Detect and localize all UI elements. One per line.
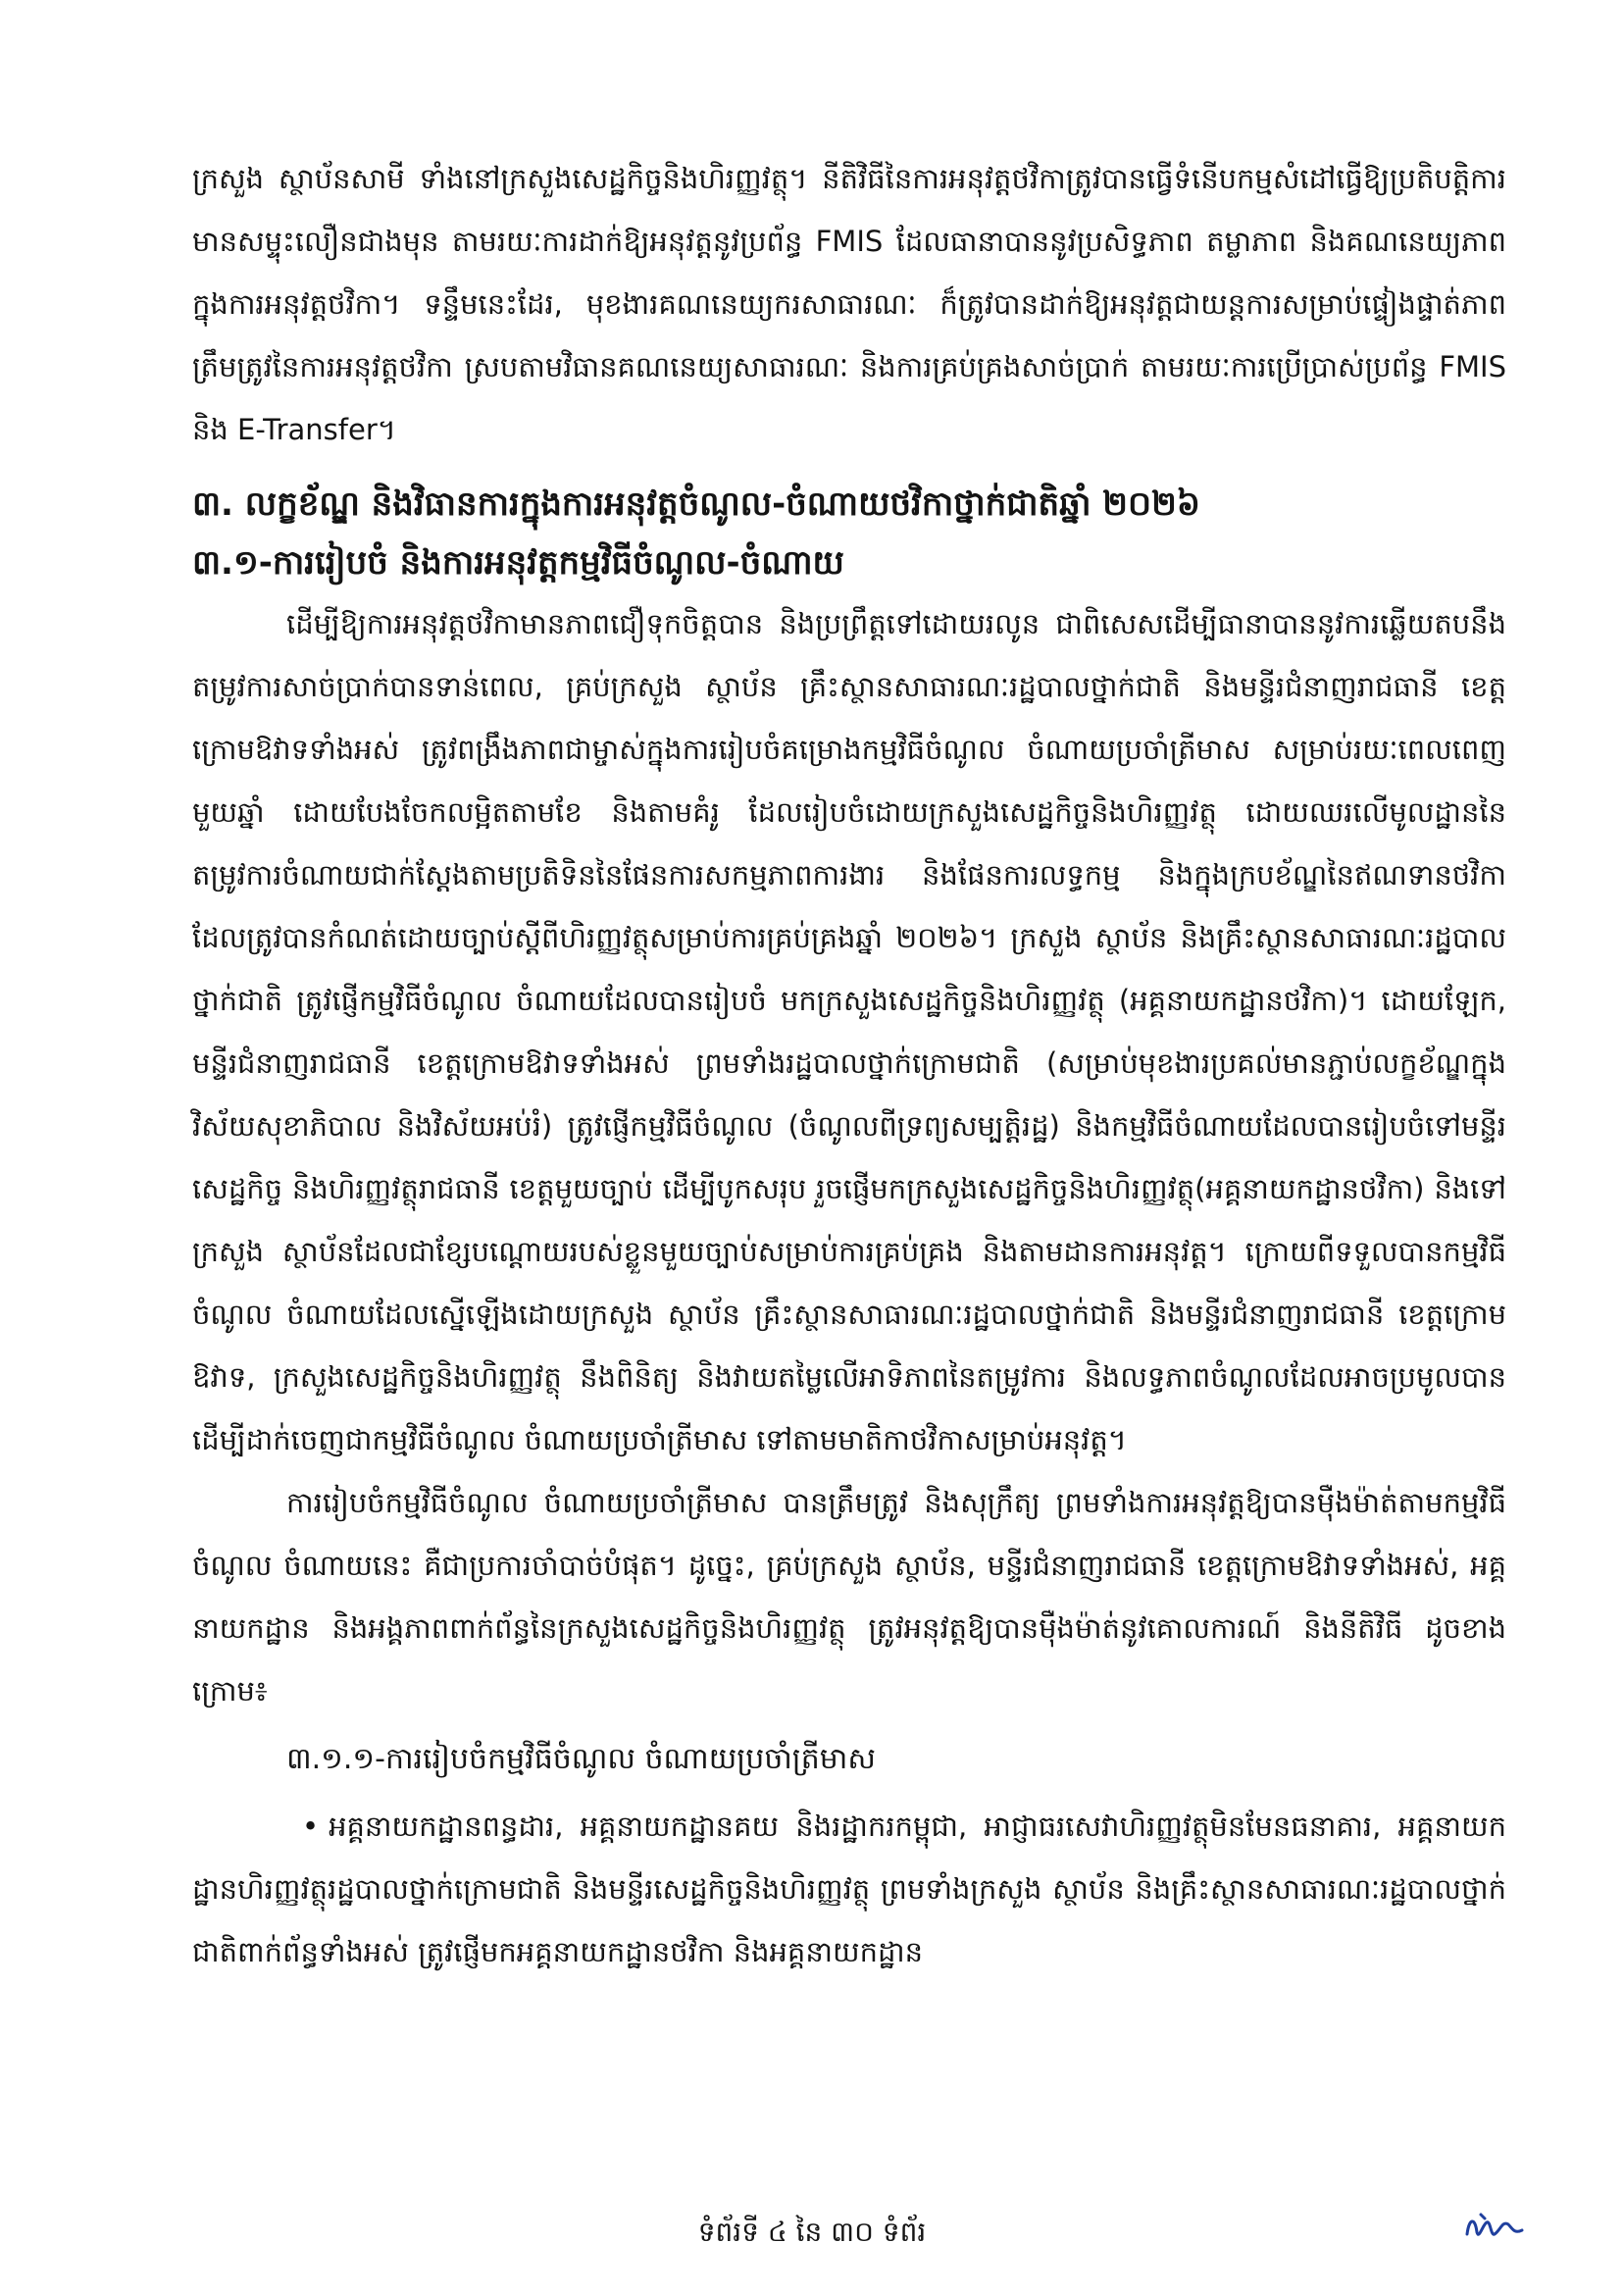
document-page [192, 147, 1506, 1983]
bullet-item-text: អគ្គនាយកដ្ឋានពន្ធដារ, អគ្គនាយកដ្ឋានគយ និងរដ្ឋាករកម្ពុជា, អាជ្ញាធរសេវាហិរញ្ញវត្ថុមិនមែនធនាគារ, អគ្គនាយកដ្ឋានហិរញ្ញវត្ថុរដ្ឋបាលថ្នាក់ក្រោមជាតិ និងមន្ទីរសេដ្ឋកិច្ចនិងហិរញ្ញវត្ថុ ព្រមទាំងក្រសួង ស្ថាប័ន និងគ្រឹះស្ថានសាធារណៈរដ្ឋបាលថ្នាក់ជាតិពាក់ព័ន្ធទាំងអស់ ត្រូវផ្ញើមកអគ្គនាយកដ្ឋានថវិកា និងអគ្គនាយកដ្ឋាន [192, 1810, 1506, 1968]
section-3-1-paragraph: ដើម្បីឱ្យការអនុវត្តថវិកាមានភាពជឿទុកចិត្តបាន និងប្រព្រឹត្តទៅដោយរលូន ជាពិសេសដើម្បីធានាបាននូវការឆ្លើយតបនឹងតម្រូវការសាច់ប្រាក់បានទាន់ពេល, គ្រប់ក្រសួង ស្ថាប័ន គ្រឹះស្ថានសាធារណៈរដ្ឋបាលថ្នាក់ជាតិ និងមន្ទីរជំនាញរាជធានី ខេត្ត ក្រោមឱវាទទាំងអស់ ត្រូវពង្រឹងភាពជាម្ចាស់ក្នុងការរៀបចំគម្រោងកម្មវិធីចំណូល ចំណាយប្រចាំត្រីមាស សម្រាប់រយៈពេលពេញមួយឆ្នាំ ដោយបែងចែកលម្អិតតាមខែ និងតាមគំរូ ដែលរៀបចំដោយក្រសួងសេដ្ឋកិច្ចនិងហិរញ្ញវត្ថុ ដោយឈរលើមូលដ្ឋាននៃតម្រូវការចំណាយជាក់ស្តែងតាមប្រតិទិននៃផែនការសកម្មភាពការងារ និងផែនការលទ្ធកម្ម និងក្នុងក្របខ័ណ្ឌនៃឥណទានថវិកា ដែលត្រូវបានកំណត់ដោយច្បាប់ស្តីពីហិរញ្ញវត្ថុសម្រាប់ការគ្រប់គ្រងឆ្នាំ ២០២៦។ ក្រសួង ស្ថាប័ន និងគ្រឹះស្ថានសាធារណៈរដ្ឋបាលថ្នាក់ជាតិ ត្រូវផ្ញើកម្មវិធីចំណូល ចំណាយដែលបានរៀបចំ មកក្រសួងសេដ្ឋកិច្ចនិងហិរញ្ញវត្ថុ (អគ្គនាយកដ្ឋានថវិកា)។ ដោយឡែក, មន្ទីរជំនាញរាជធានី ខេត្តក្រោមឱវាទទាំងអស់ ព្រមទាំងរដ្ឋបាលថ្នាក់ក្រោមជាតិ (សម្រាប់មុខងារប្រគល់មានភ្ជាប់លក្ខខ័ណ្ឌក្នុងវិស័យសុខាភិបាល និងវិស័យអប់រំ) ត្រូវផ្ញើកម្មវិធីចំណូល (ចំណូលពីទ្រព្យសម្បត្តិរដ្ឋ) និងកម្មវិធីចំណាយដែលបានរៀបចំទៅមន្ទីរសេដ្ឋកិច្ច និងហិរញ្ញវត្ថុរាជធានី ខេត្តមួយច្បាប់ ដើម្បីបូកសរុប រួចផ្ញើមកក្រសួងសេដ្ឋកិច្ចនិងហិរញ្ញវត្ថុ(អគ្គនាយកដ្ឋានថវិកា) និងទៅក្រសួង ស្ថាប័នដែលជាខ្សែបណ្តោយរបស់ខ្លួនមួយច្បាប់សម្រាប់ការគ្រប់គ្រង និងតាមដានការអនុវត្ត។ ក្រោយពីទទួលបានកម្មវិធីចំណូល ចំណាយដែលស្នើឡើងដោយក្រសួង ស្ថាប័ន គ្រឹះស្ថានសាធារណៈរដ្ឋបាលថ្នាក់ជាតិ និងមន្ទីរជំនាញរាជធានី ខេត្តក្រោមឱវាទ, ក្រសួងសេដ្ឋកិច្ចនិងហិរញ្ញវត្ថុ នឹងពិនិត្យ និងវាយតម្លៃលើអាទិភាពនៃតម្រូវការ និងលទ្ធភាពចំណូលដែលអាចប្រមូលបាន ដើម្បីដាក់ចេញជាកម្មវិធីចំណូល ចំណាយប្រចាំត្រីមាស ទៅតាមមាតិកាថវិកាសម្រាប់អនុវត្ត។ [192, 607, 1506, 1456]
intro-paragraph: ក្រសួង ស្ថាប័នសាមី ទាំងនៅក្រសួងសេដ្ឋកិច្ចនិងហិរញ្ញវត្ថុ។ នីតិវិធីនៃការអនុវត្តថវិកាត្រូវបានធ្វើទំនើបកម្មសំដៅធ្វើឱ្យប្រតិបត្តិការមានសម្ទុះលឿនជាងមុន តាមរយៈការដាក់ឱ្យអនុវត្តនូវប្រព័ន្ធ FMIS ដែលធានាបាននូវប្រសិទ្ធភាព តម្លាភាព និងគណនេយ្យភាពក្នុងការអនុវត្តថវិកា។ ទន្ទឹមនេះដែរ, មុខងារគណនេយ្យករសាធារណៈ ក៏ត្រូវបានដាក់ឱ្យអនុវត្តជាយន្តការសម្រាប់ផ្ទៀងផ្ទាត់ភាពត្រឹមត្រូវនៃការអនុវត្តថវិកា ស្របតាមវិធានគណនេយ្យសាធារណៈ និងការគ្រប់គ្រងសាច់ប្រាក់ តាមរយៈការប្រើប្រាស់ប្រព័ន្ធ FMIS និង E-Transfer។ [192, 162, 1506, 446]
section-3-1-paragraph-b: ការរៀបចំកម្មវិធីចំណូល ចំណាយប្រចាំត្រីមាស បានត្រឹមត្រូវ និងសុក្រឹត្យ ព្រមទាំងការអនុវត្តឱ្យបានម៉ឺងម៉ាត់តាមកម្មវិធីចំណូល ចំណាយនេះ គឺជាប្រការចាំបាច់បំផុត។ ដូច្នេះ, គ្រប់ក្រសួង ស្ថាប័ន, មន្ទីរជំនាញរាជធានី ខេត្តក្រោមឱវាទទាំងអស់, អគ្គនាយកដ្ឋាន និងអង្គភាពពាក់ព័ន្ធនៃក្រសួងសេដ្ឋកិច្ចនិងហិរញ្ញវត្ថុ ត្រូវអនុវត្តឱ្យបានម៉ឺងម៉ាត់នូវគោលការណ៍ និងនីតិវិធី ដូចខាងក្រោម៖ [192, 1486, 1506, 1708]
page-number-footer: ទំព័រទី ៤ នៃ ៣០ ទំព័រ [697, 2216, 927, 2248]
handwritten-initials-icon [1461, 2205, 1526, 2248]
bullet-item [192, 1795, 1506, 1983]
section-3-1-1-heading: ៣.១.១-ការរៀបចំកម្មវិធីចំណូល ចំណាយប្រចាំត្រីមាស [286, 1742, 876, 1776]
section-3-heading: ៣. លក្ខខ័ណ្ឌ និងវិធានការក្នុងការអនុវត្តចំណូល-ចំណាយថវិកាថ្នាក់ជាតិឆ្នាំ ២០២៦ [192, 484, 1200, 524]
section-3-1-heading: ៣.១-ការរៀបចំ និងការអនុវត្តកម្មវិធីចំណូល-ចំណាយ [192, 543, 844, 583]
bullet-icon: • [302, 1810, 320, 1843]
